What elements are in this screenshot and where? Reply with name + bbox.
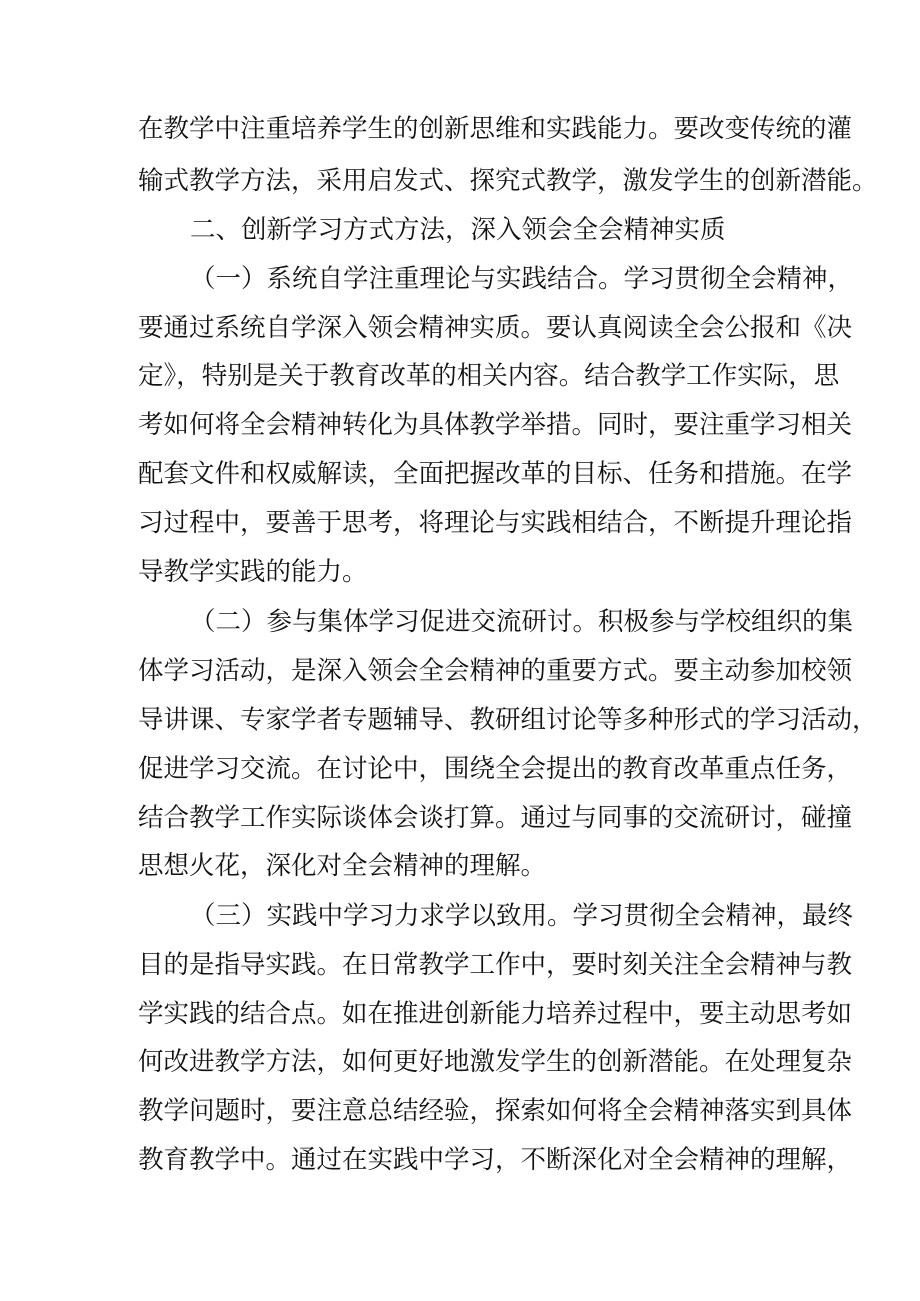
section-heading: 二、创新学习方式方法，深入领会全会精神实质 <box>190 215 726 245</box>
subsection-heading-2: （二）参与集体学习促进交流研讨。积极参与学校组织的集 <box>190 607 854 637</box>
text-line: 输式教学方法，采用启发式、探究式教学，激发学生的创新潜能。 <box>138 166 878 196</box>
text-line: 习过程中，要善于思考，将理论与实践相结合，不断提升理论指 <box>138 508 853 538</box>
text-line: 教学问题时，要注意总结经验，探索如何将全会精神落实到具体 <box>138 1096 853 1126</box>
text-line: 促进学习交流。在讨论中，围绕全会提出的教育改革重点任务， <box>138 754 853 784</box>
text-line: 思想火花，深化对全会精神的理解。 <box>138 851 547 881</box>
text-line: 学实践的结合点。如在推进创新能力培养过程中，要主动思考如 <box>138 999 853 1029</box>
subsection-heading-1: （一）系统自学注重理论与实践结合。学习贯彻全会精神， <box>190 264 854 294</box>
text-line: 体学习活动，是深入领会全会精神的重要方式。要主动参加校领 <box>138 656 853 686</box>
text-line: 何改进教学方法，如何更好地激发学生的创新潜能。在处理复杂 <box>138 1047 853 1077</box>
text-line: 考如何将全会精神转化为具体教学举措。同时，要注重学习相关 <box>138 410 853 440</box>
text-line: 导教学实践的能力。 <box>138 557 368 587</box>
text-line: 教育教学中。通过在实践中学习，不断深化对全会精神的理解， <box>138 1145 853 1175</box>
text-line: 在教学中注重培养学生的创新思维和实践能力。要改变传统的灌 <box>138 114 853 144</box>
text-line: 定》，特别是关于教育改革的相关内容。结合教学工作实际，思 <box>138 361 840 391</box>
text-line: 要通过系统自学深入领会精神实质。要认真阅读全会公报和《决 <box>138 313 853 343</box>
text-line: 目的是指导实践。在日常教学工作中，要时刻关注全会精神与教 <box>138 950 853 980</box>
text-line: 结合教学工作实际谈体会谈打算。通过与同事的交流研讨，碰撞 <box>138 803 853 833</box>
subsection-heading-3: （三）实践中学习力求学以致用。学习贯彻全会精神，最终 <box>190 901 854 931</box>
text-line: 配套文件和权威解读，全面把握改革的目标、任务和措施。在学 <box>138 459 853 489</box>
text-line: 导讲课、专家学者专题辅导、教研组讨论等多种形式的学习活动， <box>138 705 878 735</box>
